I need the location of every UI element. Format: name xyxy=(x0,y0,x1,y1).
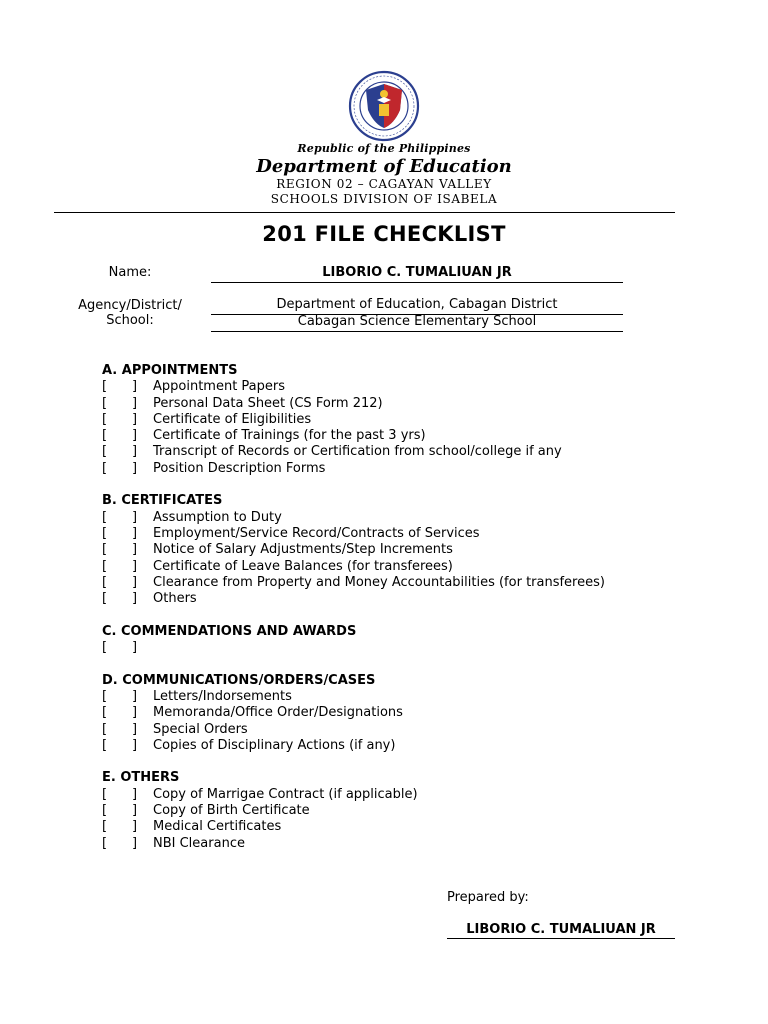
checklist-item xyxy=(102,689,605,705)
checkbox-open-bracket: [ xyxy=(102,460,108,476)
checkbox-close-bracket: ] xyxy=(132,525,138,541)
agency-label-line1: Agency/District/ xyxy=(78,298,182,313)
item-label: Assumption to Duty xyxy=(153,509,282,525)
section-title: B. CERTIFICATES xyxy=(102,493,223,509)
checkbox[interactable] xyxy=(102,738,153,754)
checklist-item xyxy=(102,444,605,460)
checkbox-close-bracket: ] xyxy=(132,395,138,411)
checkbox[interactable] xyxy=(102,705,153,721)
checkbox[interactable] xyxy=(102,396,153,412)
agency-label-line2: School: xyxy=(106,313,154,328)
checklist-item xyxy=(102,803,605,819)
item-label: Copy of Birth Certificate xyxy=(153,803,310,819)
checkbox-close-bracket: ] xyxy=(132,819,138,835)
section-title: A. APPOINTMENTS xyxy=(102,363,238,378)
checkbox-open-bracket: [ xyxy=(102,444,108,460)
checklist-item xyxy=(102,396,605,412)
item-label: Others xyxy=(153,591,197,607)
item-label: Letters/Indorsements xyxy=(153,688,292,704)
item-label: Notice of Salary Adjustments/Step Increments xyxy=(153,542,453,558)
item-label: Copy of Marrigae Contract (if applicable) xyxy=(153,786,418,802)
checkbox-open-bracket: [ xyxy=(102,803,108,819)
checkbox-close-bracket: ] xyxy=(132,574,138,590)
name-underline xyxy=(211,282,623,283)
checkbox-open-bracket: [ xyxy=(102,558,108,574)
checkbox[interactable] xyxy=(102,575,153,591)
checklist-item xyxy=(102,428,605,444)
checklist-item xyxy=(102,819,605,835)
checkbox[interactable] xyxy=(102,787,153,803)
header-divider xyxy=(54,212,675,213)
checkbox-close-bracket: ] xyxy=(132,509,138,525)
item-label: NBI Clearance xyxy=(153,835,245,851)
checklist-item xyxy=(102,461,605,477)
checkbox-open-bracket: [ xyxy=(102,591,108,607)
checkbox[interactable] xyxy=(102,836,153,852)
prepared-by-label: Prepared by: xyxy=(447,890,529,905)
agency-value: Department of Education, Cabagan District xyxy=(276,297,558,312)
checkbox[interactable] xyxy=(102,542,153,558)
checklist-item xyxy=(102,705,605,721)
checkbox[interactable] xyxy=(102,526,153,542)
checkbox[interactable] xyxy=(102,444,153,460)
school-underline xyxy=(211,331,623,332)
checkbox-open-bracket: [ xyxy=(102,640,108,656)
checkbox-close-bracket: ] xyxy=(132,705,138,721)
item-label: Clearance from Property and Money Accountabilities (for transferees) xyxy=(153,574,605,590)
checklist-item xyxy=(102,526,605,542)
checklist-section xyxy=(102,770,605,851)
item-label: Memoranda/Office Order/Designations xyxy=(153,705,403,721)
checkbox-close-bracket: ] xyxy=(132,721,138,737)
republic-line: Republic of the Philippines xyxy=(297,142,471,155)
checklist-item xyxy=(102,640,605,656)
signature-line xyxy=(447,938,675,939)
checklist-item xyxy=(102,559,605,575)
checkbox-open-bracket: [ xyxy=(102,525,108,541)
item-label: Medical Certificates xyxy=(153,819,282,835)
checkbox-open-bracket: [ xyxy=(102,509,108,525)
checkbox-open-bracket: [ xyxy=(102,395,108,411)
checkbox-close-bracket: ] xyxy=(132,542,138,558)
checkbox[interactable] xyxy=(102,591,153,607)
division-line: SCHOOLS DIVISION OF ISABELA xyxy=(270,192,498,206)
checkbox[interactable] xyxy=(102,559,153,575)
letterhead xyxy=(0,70,768,207)
checkbox[interactable] xyxy=(102,819,153,835)
checklist-item xyxy=(102,722,605,738)
item-label: Position Description Forms xyxy=(153,460,326,476)
checklist-section xyxy=(102,493,605,607)
checkbox[interactable] xyxy=(102,640,153,656)
checklist-item xyxy=(102,379,605,395)
checkbox-close-bracket: ] xyxy=(132,411,138,427)
checklist-item xyxy=(102,412,605,428)
checklist-item xyxy=(102,542,605,558)
checklist-item xyxy=(102,591,605,607)
checkbox-open-bracket: [ xyxy=(102,721,108,737)
checkbox-close-bracket: ] xyxy=(132,786,138,802)
checkbox-open-bracket: [ xyxy=(102,835,108,851)
checkbox-close-bracket: ] xyxy=(132,835,138,851)
checkbox-close-bracket: ] xyxy=(132,444,138,460)
checkbox[interactable] xyxy=(102,722,153,738)
checkbox-close-bracket: ] xyxy=(132,428,138,444)
checkbox[interactable] xyxy=(102,689,153,705)
checklist xyxy=(102,363,605,868)
checkbox-open-bracket: [ xyxy=(102,819,108,835)
checkbox-close-bracket: ] xyxy=(132,460,138,476)
item-label: Personal Data Sheet (CS Form 212) xyxy=(153,395,383,411)
checklist-section xyxy=(102,363,605,477)
school-value: Cabagan Science Elementary School xyxy=(297,314,537,329)
checkbox[interactable] xyxy=(102,379,153,395)
agency-label xyxy=(60,298,200,328)
checkbox-close-bracket: ] xyxy=(132,591,138,607)
checkbox-open-bracket: [ xyxy=(102,786,108,802)
name-label: Name: xyxy=(108,265,152,280)
checklist-item xyxy=(102,575,605,591)
checkbox-open-bracket: [ xyxy=(102,737,108,753)
checkbox[interactable] xyxy=(102,461,153,477)
item-label: Appointment Papers xyxy=(153,379,286,395)
checkbox-open-bracket: [ xyxy=(102,688,108,704)
section-title: D. COMMUNICATIONS/ORDERS/CASES xyxy=(102,672,376,688)
checkbox[interactable] xyxy=(102,428,153,444)
section-title: E. OTHERS xyxy=(102,770,180,786)
department-name: Department of Education xyxy=(256,156,512,177)
checkbox[interactable] xyxy=(102,510,153,526)
checklist-item xyxy=(102,510,605,526)
checklist-item xyxy=(102,836,605,852)
checkbox-close-bracket: ] xyxy=(132,688,138,704)
section-title: C. COMMENDATIONS AND AWARDS xyxy=(102,623,357,639)
checkbox-close-bracket: ] xyxy=(132,379,138,395)
checklist-item xyxy=(102,738,605,754)
checkbox-close-bracket: ] xyxy=(132,737,138,753)
name-value: LIBORIO C. TUMALIUAN JR xyxy=(322,265,512,280)
checkbox-open-bracket: [ xyxy=(102,705,108,721)
deped-seal-icon xyxy=(348,70,420,142)
checklist-section xyxy=(102,673,605,754)
checkbox-open-bracket: [ xyxy=(102,379,108,395)
item-label: Transcript of Records or Certification from school/college if any xyxy=(153,444,562,460)
checkbox-open-bracket: [ xyxy=(102,542,108,558)
checkbox-open-bracket: [ xyxy=(102,574,108,590)
item-label: Special Orders xyxy=(153,721,248,737)
region-line: REGION 02 – CAGAYAN VALLEY xyxy=(276,177,492,191)
checkbox-open-bracket: [ xyxy=(102,411,108,427)
checkbox-open-bracket: [ xyxy=(102,428,108,444)
prepared-by-name: LIBORIO C. TUMALIUAN JR xyxy=(466,922,656,937)
checkbox-close-bracket: ] xyxy=(132,803,138,819)
checklist-section xyxy=(102,624,605,657)
item-label: Copies of Disciplinary Actions (if any) xyxy=(153,737,396,753)
item-label: Certificate of Leave Balances (for transferees) xyxy=(153,558,453,574)
checkbox[interactable] xyxy=(102,412,153,428)
item-label: Employment/Service Record/Contracts of Services xyxy=(153,525,480,541)
checkbox[interactable] xyxy=(102,803,153,819)
checkbox-close-bracket: ] xyxy=(132,558,138,574)
page-title: 201 FILE CHECKLIST xyxy=(262,222,506,246)
checklist-item xyxy=(102,787,605,803)
item-label: Certificate of Trainings (for the past 3 yrs) xyxy=(153,428,426,444)
checkbox-close-bracket: ] xyxy=(132,640,138,656)
item-label: Certificate of Eligibilities xyxy=(153,411,312,427)
